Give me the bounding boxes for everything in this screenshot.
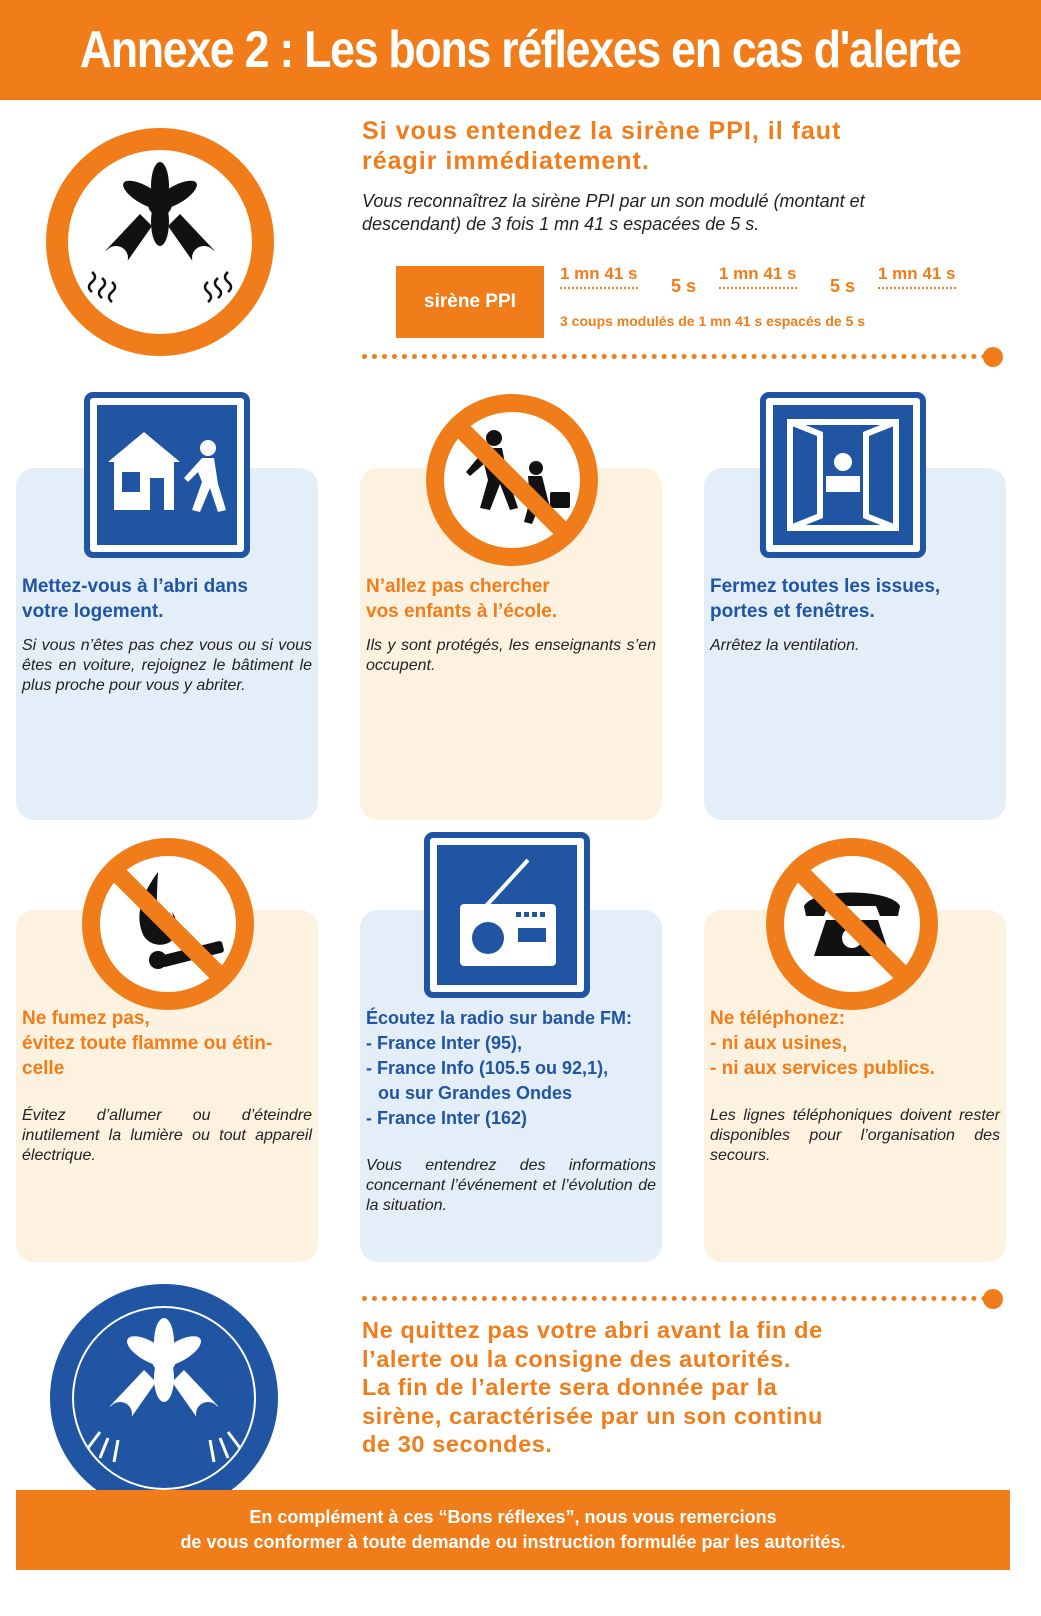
shelter-house-icon bbox=[84, 392, 250, 558]
tip-smoke-body: Évitez d’allumer ou d’éteindre inutilement la lumière ou tout appareil électrique. bbox=[22, 1107, 312, 1164]
dotted-separator-2-end bbox=[983, 1289, 1003, 1309]
footer-banner: En complément à ces “Bons réflexes”, nous vous remercions de vous conformer à toute demande ou instruction formulée par les autorités. bbox=[16, 1490, 1010, 1570]
tip-phone-title: Ne téléphonez: - ni aux usines, - ni aux services publics. bbox=[710, 1008, 935, 1079]
tip-radio-title: Écoutez la radio sur bande FM: - France Inter (95), - France Info (105.5 ou 92,1), ou sur Grandes Ondes - France Inter (162) bbox=[366, 1008, 633, 1128]
dotted-separator bbox=[362, 354, 987, 359]
tip-close-body: Arrêtez la ventilation. bbox=[710, 637, 860, 654]
tip-close-title: Fermez toutes les issues, portes et fenêtres. bbox=[710, 576, 941, 622]
no-children-pickup-icon bbox=[424, 392, 600, 568]
siren-gap-1: 5 s bbox=[671, 276, 697, 296]
tip-children-body: Ils y sont protégés, les enseignants s’en occupent. bbox=[366, 637, 656, 674]
tip-shelter-title: Mettez-vous à l’abri dans votre logement. bbox=[22, 576, 248, 622]
tip-radio-body: Vous entendrez des informations concernant l’événement et l’évolution de la situation. bbox=[366, 1157, 656, 1214]
siren-ppi-label: sirène PPI bbox=[396, 266, 544, 338]
siren-end-icon bbox=[48, 1282, 280, 1514]
page-header bbox=[0, 0, 1041, 100]
dotted-separator-end bbox=[983, 347, 1003, 367]
siren-segment-3: 1 mn 41 s bbox=[878, 264, 956, 289]
no-flame-icon bbox=[80, 836, 256, 1012]
siren-alert-icon bbox=[44, 126, 276, 358]
page-title: Annexe 2 : Les bons réflexes en cas d'alerte bbox=[80, 21, 961, 79]
siren-description: Vous reconnaîtrez la sirène PPI par un son modulé (montant et descendant) de 3 fois 1 mn 41 s espacées de 5 s. bbox=[362, 191, 865, 234]
dotted-separator-2 bbox=[362, 1296, 987, 1301]
radio-icon bbox=[424, 832, 590, 998]
no-phone-icon bbox=[764, 836, 940, 1012]
end-alert-message: Ne quittez pas votre abri avant la fin de l’alerte ou la consigne des autorités. La fin de l’alerte sera donnée par la sirène, caractérisée par un son continu de 30 secondes. bbox=[362, 1317, 823, 1457]
siren-segment-1: 1 mn 41 s bbox=[560, 264, 638, 289]
tip-phone-body: Les lignes téléphoniques doivent rester disponibles pour l’organisation des secours. bbox=[710, 1107, 1000, 1164]
siren-heading: Si vous entendez la sirène PPI, il faut réagir immédiatement. bbox=[362, 117, 842, 175]
siren-caption: 3 coups modulés de 1 mn 41 s espacés de 5 s bbox=[560, 313, 866, 329]
siren-segment-2: 1 mn 41 s bbox=[719, 264, 797, 289]
siren-gap-2: 5 s bbox=[830, 276, 856, 296]
tip-shelter-body: Si vous n’êtes pas chez vous ou si vous êtes en voiture, rejoignez le bâtiment le plus proche pour vous y abriter. bbox=[22, 637, 312, 694]
tip-children-title: N’allez pas chercher vos enfants à l’école. bbox=[366, 576, 558, 622]
tip-smoke-title: Ne fumez pas, évitez toute flamme ou étin- celle bbox=[22, 1008, 273, 1079]
close-windows-icon bbox=[760, 392, 926, 558]
